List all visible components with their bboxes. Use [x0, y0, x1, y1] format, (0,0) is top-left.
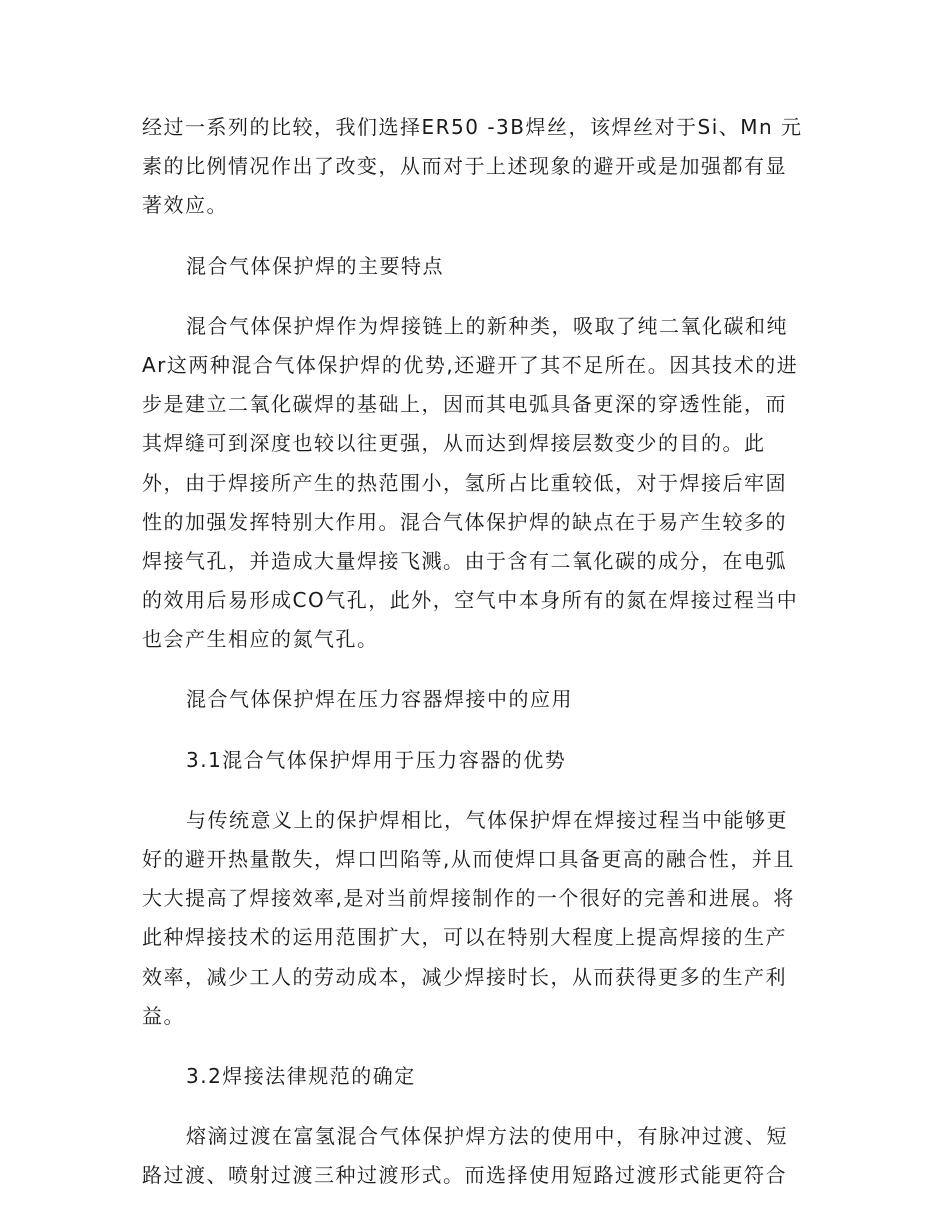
paragraph-line: 好的避开热量散失，焊口凹陷等,从而使焊口具备更高的融合性，并且: [142, 847, 795, 872]
section-heading: 3.1混合气体保护焊用于压力容器的优势: [186, 747, 567, 772]
section-heading: 混合气体保护焊在压力容器焊接中的应用: [186, 687, 573, 712]
section-heading: 混合气体保护焊的主要特点: [186, 253, 444, 278]
paragraph-line: 焊接气孔，并造成大量焊接飞溅。由于含有二氧化碳的成分，在电弧: [142, 548, 787, 573]
paragraph-line: 效率，减少工人的劳动成本，减少焊接时长，从而获得更多的生产利: [142, 964, 787, 989]
body-paragraph: [142, 108, 806, 226]
paragraph-line: 混合气体保护焊作为焊接链上的新种类，吸取了纯二氧化碳和纯: [186, 313, 788, 338]
document-body: [142, 108, 806, 1217]
paragraph-line: 大大提高了焊接效率,是对当前焊接制作的一个很好的完善和进展。将: [142, 886, 795, 911]
body-paragraph: [142, 307, 806, 660]
paragraph-line: 也会产生相应的氮气孔。: [142, 627, 379, 652]
paragraph-line: 此种焊接技术的运用范围扩大，可以在特别大程度上提高焊接的生产: [142, 925, 787, 950]
body-paragraph: [142, 1117, 806, 1195]
paragraph-line: 性的加强发挥特别大作用。混合气体保护焊的缺点在于易产生较多的: [142, 509, 787, 534]
paragraph-line: 益。: [142, 1003, 185, 1028]
paragraph-line: 熔滴过渡在富氢混合气体保护焊方法的使用中，有脉冲过渡、短: [186, 1124, 788, 1149]
paragraph-line: 素的比例情况作出了改变，从而对于上述现象的避开或是加强都有显: [142, 154, 787, 179]
paragraph-line: 步是建立二氧化碳焊的基础上，因而其电弧具备更深的穿透性能，而: [142, 392, 787, 417]
paragraph-line: 路过渡、喷射过渡三种过渡形式。而选择使用短路过渡形式能更符合: [142, 1163, 787, 1188]
body-paragraph: [142, 801, 806, 1036]
section-heading: 3.2焊接法律规范的确定: [186, 1063, 416, 1088]
paragraph-line: 经过一系列的比较，我们选择ER50 -3B焊丝，该焊丝对于Si、Mn 元: [142, 115, 803, 139]
paragraph-line: 的效用后易形成CO气孔，此外，空气中本身所有的氮在焊接过程当中: [142, 588, 799, 613]
paragraph-line: Ar这两种混合气体保护焊的优势,还避开了其不足所在。因其技术的进: [142, 352, 799, 377]
paragraph-line: 与传统意义上的保护焊相比，气体保护焊在焊接过程当中能够更: [186, 807, 788, 832]
paragraph-line: 其焊缝可到深度也较以往更强，从而达到焊接层数变少的目的。此: [142, 431, 766, 456]
paragraph-line: 著效应。: [142, 193, 228, 218]
paragraph-line: 外，由于焊接所产生的热范围小，氢所占比重较低，对于焊接后牢固: [142, 470, 787, 495]
